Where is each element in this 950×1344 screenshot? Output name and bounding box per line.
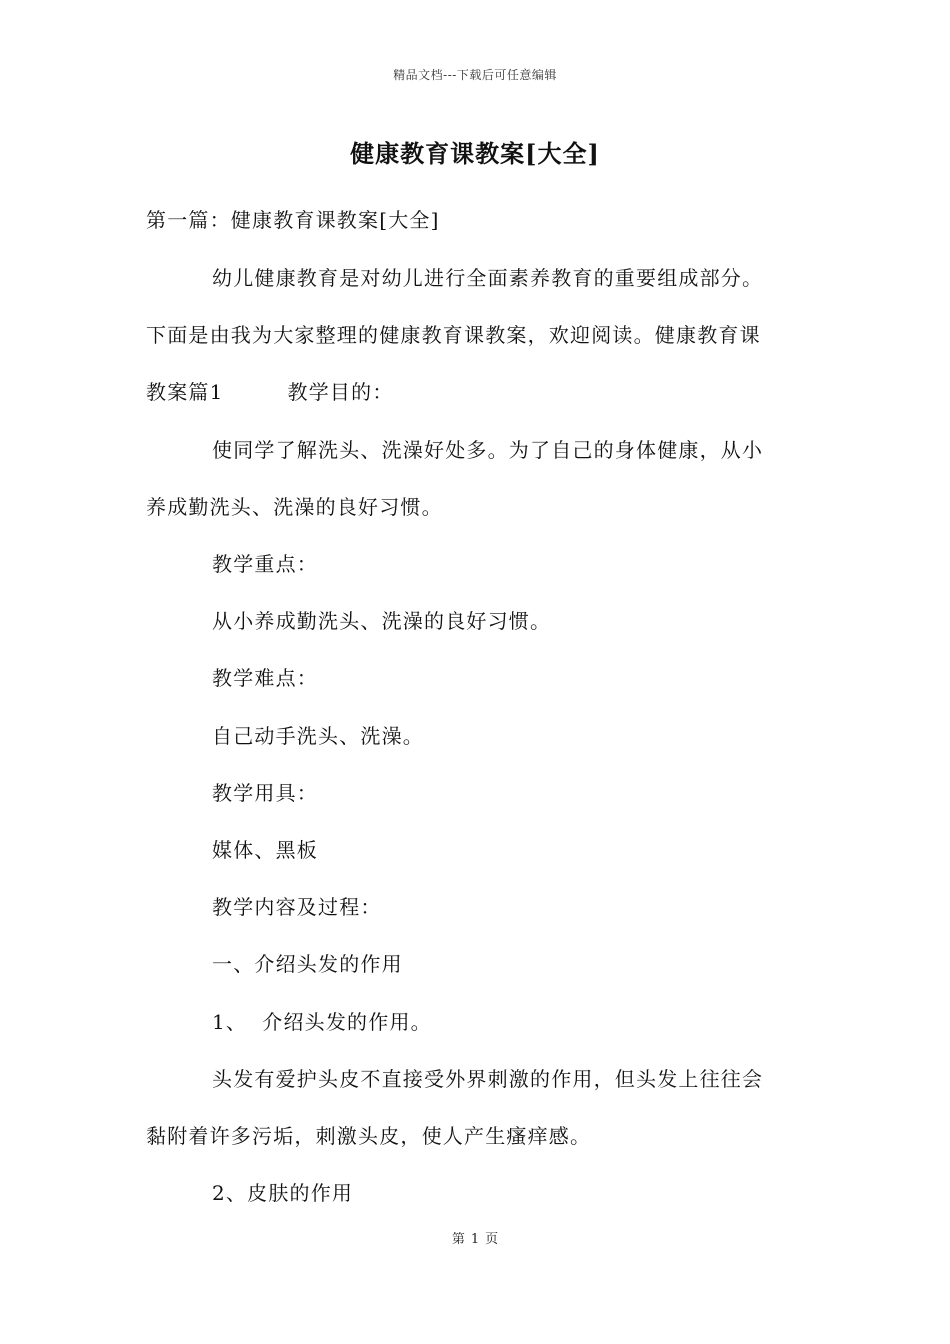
paragraph-line: 从小养成勤洗头、洗澡的良好习惯。 bbox=[212, 609, 552, 633]
paragraph-line: 头发有爱护头皮不直接受外界刺激的作用，但头发上往往会 bbox=[212, 1067, 764, 1091]
subheading: 教学用具： bbox=[212, 781, 318, 805]
footer-prefix: 第 bbox=[451, 1232, 465, 1247]
paragraph-line: 2、皮肤的作用 bbox=[212, 1181, 354, 1205]
paragraph-line: 黏附着许多污垢，刺激头皮，使人产生瘙痒感。 bbox=[146, 1124, 592, 1148]
subheading: 教学重点： bbox=[212, 552, 318, 576]
paragraph-line: 媒体、黑板 bbox=[212, 838, 318, 862]
footer-suffix: 页 bbox=[485, 1232, 499, 1247]
header-note: 精品文档---下载后可任意编辑 bbox=[393, 68, 557, 82]
paragraph-line: 幼儿健康教育是对幼儿进行全面素养教育的重要组成部分。 bbox=[212, 266, 764, 290]
page-footer bbox=[0, 1228, 950, 1247]
document-title: 健康教育课教案[大全] bbox=[350, 139, 600, 168]
paragraph-line: 自己动手洗头、洗澡。 bbox=[212, 724, 424, 748]
paragraph-line bbox=[146, 378, 950, 406]
objective-heading: 教学目的： bbox=[287, 380, 394, 404]
subheading: 教学内容及过程： bbox=[212, 895, 382, 919]
section-heading: 第一篇：健康教育课教案[大全] bbox=[146, 208, 440, 232]
paragraph-line: 1、 介绍头发的作用。 bbox=[212, 1010, 432, 1034]
paragraph-line: 使同学了解洗头、洗澡好处多。为了自己的身体健康，从小 bbox=[212, 438, 764, 462]
paragraph-line: 养成勤洗头、洗澡的良好习惯。 bbox=[146, 495, 443, 519]
paragraph-line: 下面是由我为大家整理的健康教育课教案，欢迎阅读。健康教育课 bbox=[146, 323, 761, 347]
lesson-label: 教案篇1 bbox=[146, 380, 224, 404]
page-number: 1 bbox=[470, 1232, 480, 1247]
paragraph-line: 一、介绍头发的作用 bbox=[212, 952, 403, 976]
subheading: 教学难点： bbox=[212, 666, 318, 690]
